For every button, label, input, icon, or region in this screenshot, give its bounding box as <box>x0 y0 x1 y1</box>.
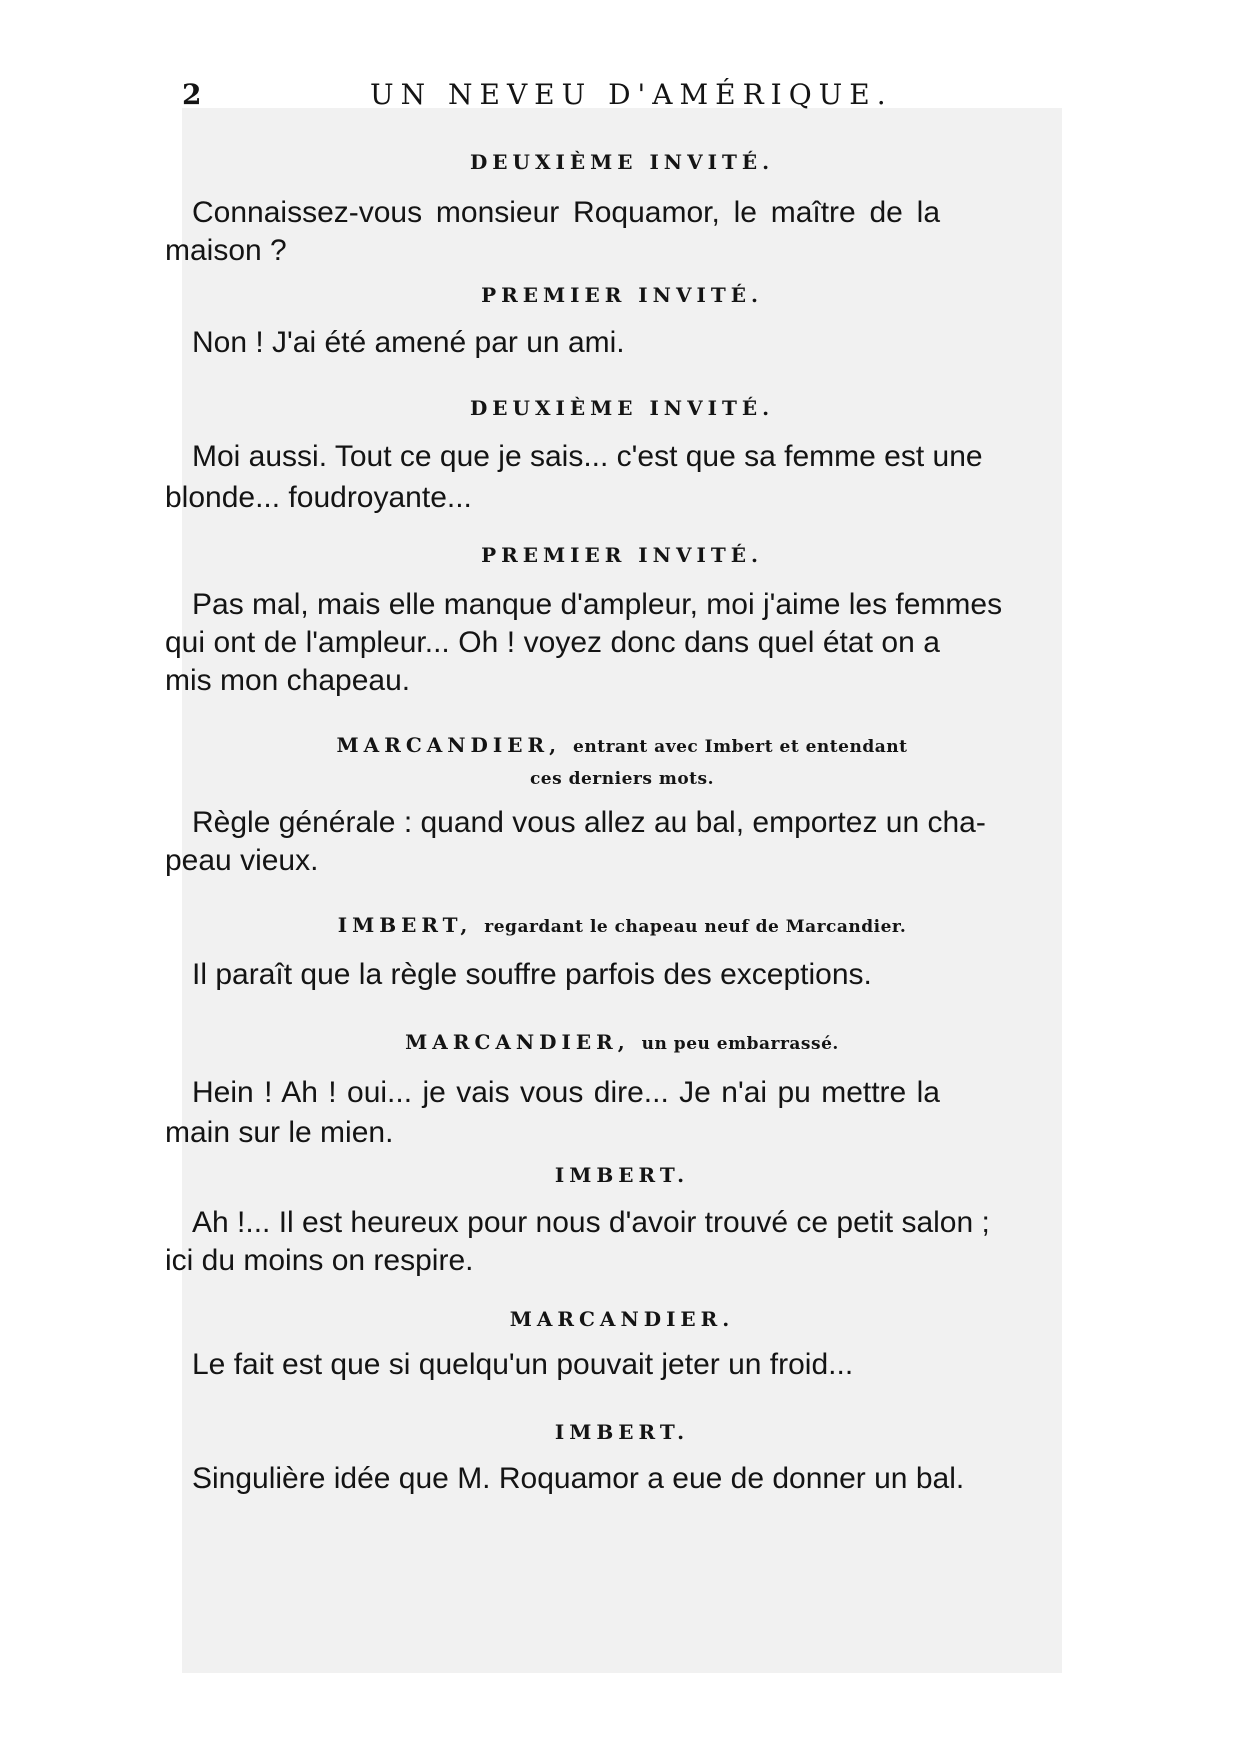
page-number: 2 <box>182 78 202 111</box>
speaker-name: MARCANDIER. <box>509 1307 735 1331</box>
speaker-heading <box>182 733 1062 789</box>
speaker-name: IMBERT. <box>554 1420 690 1444</box>
speaker-heading <box>182 1163 1062 1187</box>
running-header <box>0 78 1241 118</box>
stage-direction-continued: ces derniers mots. <box>529 769 715 789</box>
dialogue-line: mis mon chapeau. <box>165 664 411 697</box>
dialogue-line: Hein ! Ah ! oui... je vais vous dire... Je n'ai pu mettre la <box>192 1076 940 1109</box>
speaker-heading <box>182 150 1062 174</box>
dialogue-line: Ah !... Il est heureux pour nous d'avoir trouvé ce petit salon ; <box>192 1206 990 1239</box>
dialogue-line: Le fait est que si quelqu'un pouvait jeter un froid... <box>192 1348 854 1381</box>
speaker-name: DEUXIÈME INVITÉ. <box>469 150 775 174</box>
dialogue-line: Non ! J'ai été amené par un ami. <box>192 326 625 359</box>
speaker-name: MARCANDIER, <box>336 733 562 757</box>
speaker-name: DEUXIÈME INVITÉ. <box>469 396 775 420</box>
dialogue-line: main sur le mien. <box>165 1116 394 1149</box>
dialogue-line: maison ? <box>165 234 287 267</box>
dialogue-line: Pas mal, mais elle manque d'ampleur, moi j'aime les femmes <box>192 588 1003 621</box>
speaker-heading <box>182 1307 1062 1331</box>
dialogue-line: ici du moins on respire. <box>165 1244 474 1277</box>
speaker-heading <box>182 283 1062 307</box>
running-title: UN NEVEU D'AMÉRIQUE. <box>370 78 893 111</box>
dialogue-line: qui ont de l'ampleur... Oh ! voyez donc dans quel état on a <box>165 626 940 659</box>
dialogue-line: Moi aussi. Tout ce que je sais... c'est que sa femme est une <box>192 440 983 473</box>
speaker-name: IMBERT, <box>337 913 473 937</box>
dialogue-line: Il paraît que la règle souffre parfois des exceptions. <box>192 958 872 991</box>
stage-direction: un peu embarrassé. <box>641 1034 839 1054</box>
dialogue-line: Singulière idée que M. Roquamor a eue de donner un bal. <box>192 1462 965 1495</box>
speaker-heading <box>182 543 1062 567</box>
stage-direction: regardant le chapeau neuf de Marcandier. <box>484 917 907 937</box>
dialogue-line: Connaissez-vous monsieur Roquamor, le maître de la <box>192 196 940 229</box>
speaker-heading <box>182 1030 1062 1054</box>
speaker-name: PREMIER INVITÉ. <box>481 543 763 567</box>
dialogue-line: Règle générale : quand vous allez au bal, emportez un cha- <box>192 806 986 839</box>
speaker-name: MARCANDIER, <box>405 1030 630 1054</box>
speaker-heading <box>182 396 1062 420</box>
speaker-heading <box>182 1420 1062 1444</box>
dialogue-line: peau vieux. <box>165 844 319 877</box>
dialogue-line: blonde... foudroyante... <box>165 481 472 514</box>
speaker-heading <box>182 913 1062 937</box>
speaker-name: PREMIER INVITÉ. <box>481 283 763 307</box>
stage-direction: entrant avec Imbert et entendant <box>573 737 908 757</box>
speaker-name: IMBERT. <box>554 1163 690 1187</box>
